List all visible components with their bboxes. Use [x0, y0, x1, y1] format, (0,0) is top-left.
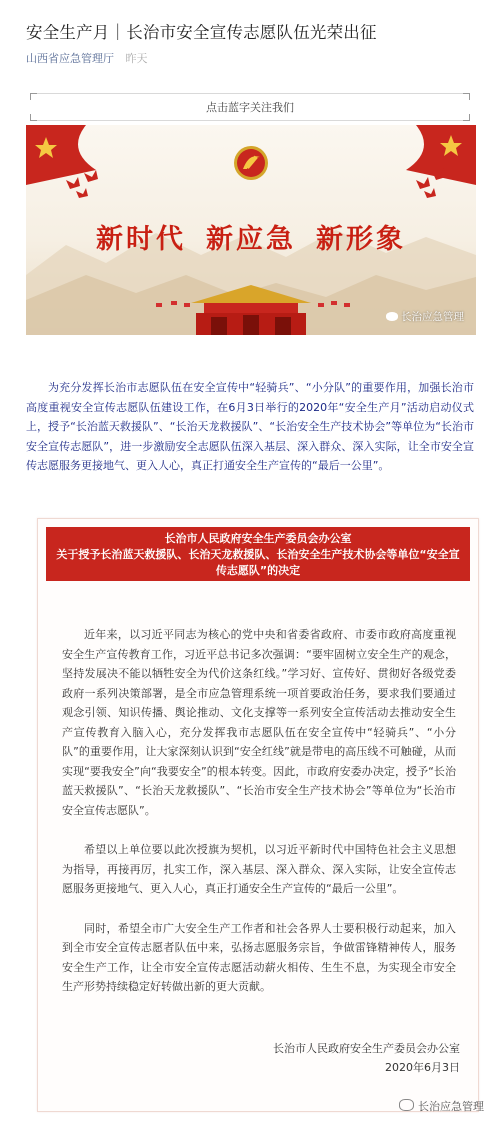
document-paragraph: 同时，希望全市广大安全生产工作者和社会各界人士要积极行动起来，加入到全市安全宣传志愿者队伍中来，弘扬志愿服务宗旨，争做雷锋精神传人，服务安全生产工作，让全市安全宣传志愿活动薪火相传、生生不息，为实现全市安全生产形势持续稳定好转做出新的更大贡献。 — [62, 921, 456, 993]
document-paragraph: 希望以上单位要以此次授旗为契机，以习近平新时代中国特色社会主义思想为指导，再接再厉，扎实工作，深入基层、深入群众、深入实际，让安全宣传志愿服务更接地气、更入人心，真正打通安全生产宣传的“最后一公里”。 — [62, 843, 456, 895]
banner-watermark — [386, 309, 464, 324]
bottom-watermark — [399, 1098, 484, 1114]
slogan-part: 新形象 — [316, 224, 406, 255]
document-paragraph: 近年来，以习近平同志为核心的党中央和省委省政府、市委市政府高度重视安全生产宣传教育工作，习近平总书记多次强调：“要牢固树立安全生产的观念，坚持发展决不能以牺牲安全为代价这条红线。”学习好、宣传好、贯彻好各级党委政府一系列决策部署，是全市应急管理系统一项首要政治任务，要求我们要通过观念引领、知识传播、舆论推动、文化支撑等一系列安全宣传活动去推动安全生产宣传教育入脑入心，充分发挥我市志愿队伍在安全宣传中“轻骑兵”、“小分队”的重要作用，让大家深刻认识到“安全红线”就是带电的高压线不可触碰，从而实现“要我安全”向“我要安全”的根本转变。因此，市政府安委办决定，授予“长治蓝天救援队”、“长治天龙救援队”、“长治市安全生产技术协会”等单位为“长治市安全宣传志愿队”。 — [62, 628, 456, 817]
article-meta — [26, 50, 148, 66]
follow-prompt-box — [31, 93, 469, 121]
document-subject: 关于授予长治蓝天救援队、长治天龙救援队、长治安全生产技术协会等单位“安全宣传志愿队”的决定 — [56, 548, 460, 577]
corner-decoration — [30, 114, 37, 121]
document-issuer: 长治市人民政府安全生产委员会办公室 — [164, 532, 352, 545]
document-signature: 长治市人民政府安全生产委员会办公室 — [273, 1042, 460, 1055]
party-emblem-icon — [234, 146, 268, 180]
intro-paragraph: 为充分发挥长治市志愿队伍在安全宣传中“轻骑兵”、“小分队”的重要作用，加强长治市高度重视安全宣传志愿队伍建设工作，在6月3日举行的2020年“安全生产月”活动启动仪式上，授予“长治蓝天救援队”、“长治天龙救援队”、“长治安全生产技术协会”等单位为“长治市安全宣传志愿队”，进一步激励安全志愿队伍深入基层、深入群众、深入实际，让全市安全宣传志愿服务更接地气、更入人心，真正打通安全生产宣传的“最后一公里”。 — [26, 381, 474, 472]
wechat-icon — [386, 312, 398, 321]
article-title: 安全生产月｜长治市安全宣传志愿队伍光荣出征 — [26, 23, 377, 42]
document-body — [62, 625, 456, 1017]
banner-image — [26, 125, 476, 335]
banner-slogan — [26, 217, 476, 256]
slogan-part: 新时代 — [96, 224, 186, 255]
slogan-part: 新应急 — [206, 224, 296, 255]
document-header — [46, 527, 470, 581]
follow-prompt-text[interactable]: 点击蓝字关注我们 — [206, 101, 294, 114]
publish-time: 昨天 — [125, 52, 148, 65]
bottom-watermark-text: 长治应急管理 — [418, 1100, 484, 1113]
account-name-link[interactable]: 山西省应急管理厅 — [26, 52, 114, 65]
document-signature-block — [273, 1039, 460, 1077]
wechat-icon — [399, 1099, 414, 1111]
banner-watermark-text: 长治应急管理 — [401, 311, 464, 323]
document-date: 2020年6月3日 — [385, 1061, 460, 1074]
decision-document — [37, 518, 479, 1112]
corner-decoration — [463, 114, 470, 121]
